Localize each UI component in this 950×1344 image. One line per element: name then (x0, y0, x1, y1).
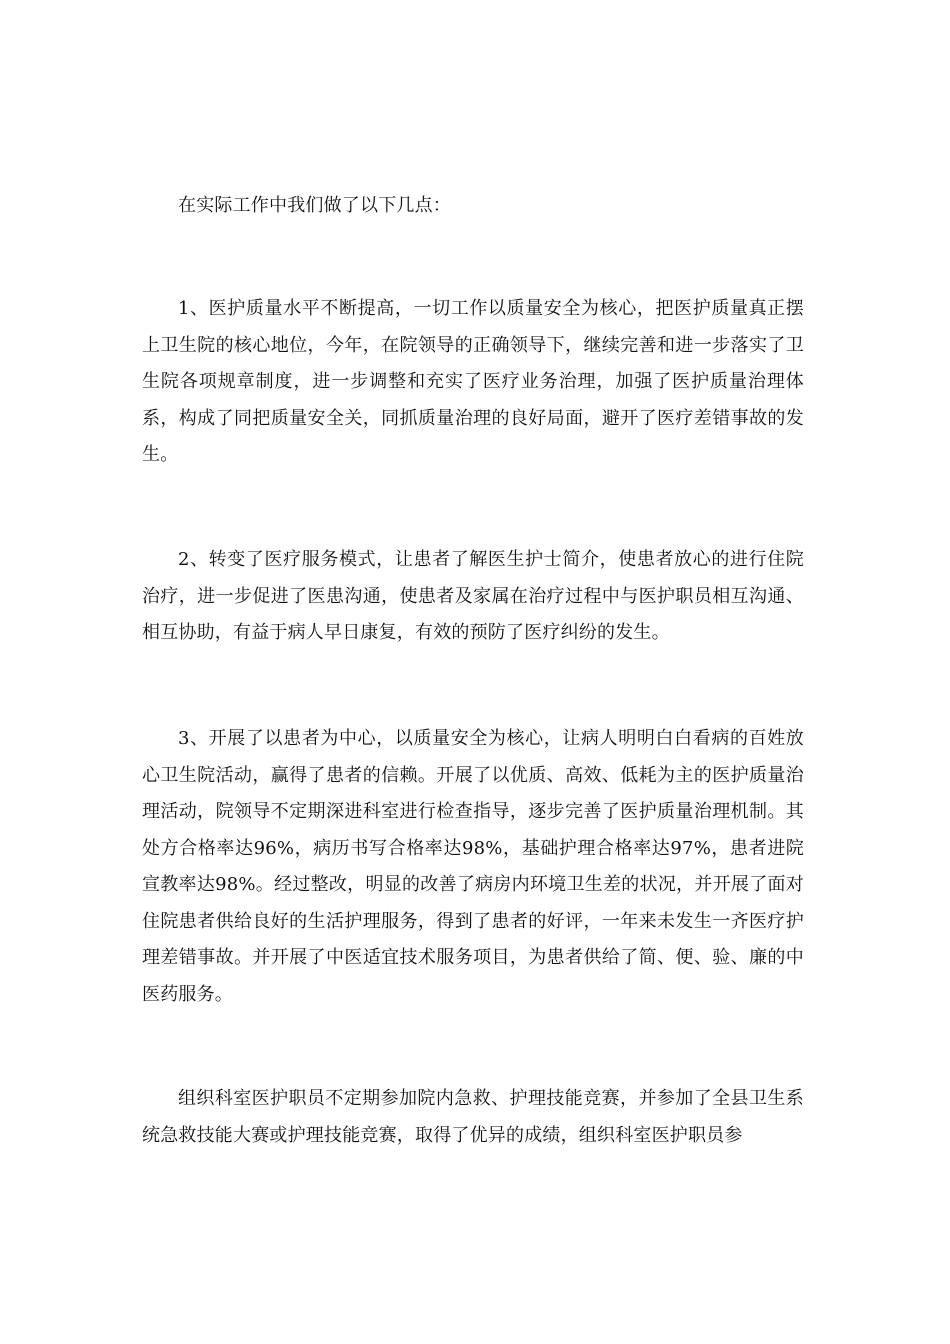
paragraph-item-1: 1、医护质量水平不断提高，一切工作以质量安全为核心，把医护质量真正摆上卫生院的核心地位，今年，在院领导的正确领导下，继续完善和进一步落实了卫生院各项规章制度，进一步调整和充实了医疗业务治理，加强了医护质量治理体系，构成了同把质量安全关，同抓质量治理的良好局面，避开了医疗差错事故的发生。 (142, 298, 804, 465)
paragraph-training: 组织科室医护职员不定期参加院内急救、护理技能竞赛，并参加了全县卫生系统急救技能大赛或护理技能竞赛，取得了优异的成绩，组织科室医护职员参 (142, 1088, 804, 1146)
paragraph-item-3: 3、开展了以患者为中心，以质量安全为核心，让病人明明白白看病的百姓放心卫生院活动，赢得了患者的信赖。开展了以优质、高效、低耗为主的医护质量治理活动，院领导不定期深进科室进行检查指导，逐步完善了医护质量治理机制。其处方合格率达96%，病历书写合格率达98%，基础护理合格率达97%，患者进院宣教率达98%。经过整改，明显的改善了病房内环境卫生差的状况，并开展了面对住院患者供给良好的生活护理服务，得到了患者的好评，一年来未发生一齐医疗护理差错事故。并开展了中医适宜技术服务项目，为患者供给了简、便、验、廉的中医药服务。 (142, 728, 804, 1005)
paragraph-item-2: 2、转变了医疗服务模式，让患者了解医生护士简介，使患者放心的进行住院治疗，进一步促进了医患沟通，使患者及家属在治疗过程中与医护职员相互沟通、相互协助，有益于病人早日康复，有效的预防了医疗纠纷的发生。 (142, 549, 804, 643)
paragraph-intro: 在实际工作中我们做了以下几点： (178, 195, 451, 216)
